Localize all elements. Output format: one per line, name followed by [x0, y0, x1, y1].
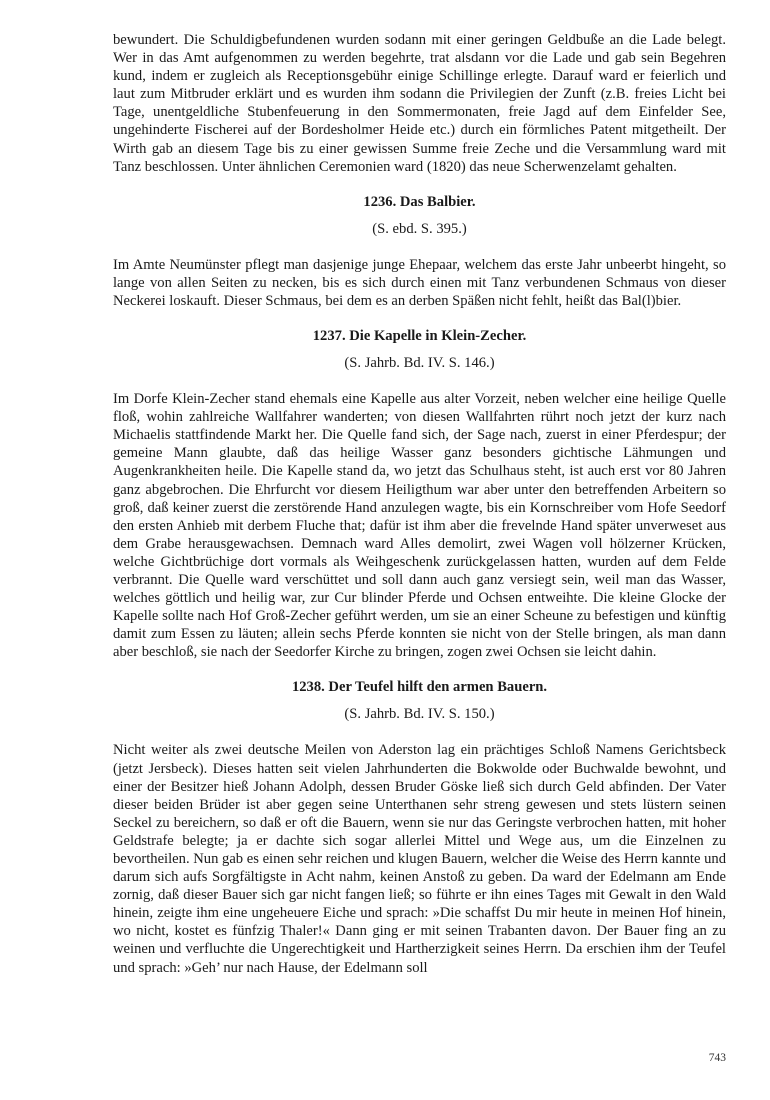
- section-source-1238: (S. Jahrb. Bd. IV. S. 150.): [344, 706, 495, 723]
- section-body-1237: Im Dorfe Klein-Zecher stand ehemals eine Kapelle aus alter Vorzeit, neben welcher eine heilige Quelle floß, wohin zahlreiche Wallfahrer wanderten; von diesen Wallfahrten rührt noch jetzt der kurz nach Michaelis stattfindende Markt her. Die Quelle fand sich, der Sage nach, zuerst in einer Pferdespur; der gemeine Mann glaubte, daß das heilige Wasser ganz besonders gichtische Lähmungen und Augenkrankheiten heile. Die Kapelle stand da, wo jetzt das Schulhaus steht, ist auch erst vor 80 Jahren ganz abgebrochen. Die Ehrfurcht vor diesem Heiligthum war aber unter den betreffenden Arbeitern so groß, daß keiner zuerst die zerstörende Hand anzulegen wagte, bis ein Kornschreiber vom Hofe Seedorf den ersten Anhieb mit derbem Fluche that; dafür ist ihm aber die frevelnde Hand später unverweset aus dem Grabe herausgewachsen. Demnach ward Alles demolirt, zwei Wagen voll hölzerner Krücken, welche Gichtbrüchige dort vormals als Weihgeschenk zurückgelassen hatten, wurden auf dem Felde verbrannt. Die Quelle ward verschüttet und soll dann auch ganz versiegt sein, weil man das Wasser, welches göttlich und heilig war, zur Cur blinder Pferde und Ochsen entweihte. Die kleine Glocke der Kapelle sollte nach Hof Groß-Zecher geführt werden, um sie an einer Scheune zu befestigen und künftig damit zum Essen zu läuten; allein sechs Pferde konnten sie nicht von der Stelle bringen, als man dann aber beschloß, sie nach der Seedorfer Kirche zu bringen, zogen zwei Ochsen sie leicht dahin.: [113, 391, 726, 661]
- section-source-1237: (S. Jahrb. Bd. IV. S. 146.): [344, 355, 495, 372]
- section-source-1236: (S. ebd. S. 395.): [372, 220, 467, 237]
- page-number: 743: [708, 1052, 726, 1064]
- intro-paragraph: bewundert. Die Schuldigbefundenen wurden sodann mit einer geringen Geldbuße an die Lade belegt. Wer in das Amt aufgenommen zu werden begehrte, trat alsdann vor die Lade und gab sein Begehren kund, indem er zugleich als Receptionsgebühr einige Schillinge erlegte. Darauf ward er feierlich und laut zum Mitbruder erklärt und es wurden ihm sodann die Privilegien der Zunft (z.B. freies Licht bei Tage, unentgeldliche Stubenfeuerung in den Sommermonaten, freie Jagd auf dem Einfelder See, ungehinderte Fischerei auf der Bordesholmer Heide etc.) durch ein förmliches Patent mitgetheilt. Der Wirth gab an diesem Tage bis zu einer gewissen Summe freie Zeche und die Versammlung ward mit Tanz beschlossen. Unter ähnlichen Ceremonien ward (1820) das neue Scherwenzelamt gehalten.: [113, 32, 726, 175]
- section-title-1236: 1236. Das Balbier.: [363, 193, 476, 210]
- section-body-1236: Im Amte Neumünster pflegt man dasjenige junge Ehepaar, welchem das erste Jahr unbeerbt hingeht, so lange von allen Seiten zu necken, bis es sich durch einen mit Tanz verbundenen Schmaus von dieser Neckerei loskauft. Dieser Schmaus, bei dem es an derben Späßen nicht fehlt, heißt das Bal(l)bier.: [113, 256, 726, 309]
- section-body-1238: Nicht weiter als zwei deutsche Meilen von Aderston lag ein prächtiges Schloß Namens Gerichtsbeck (jetzt Jersbeck). Dieses hatten seit vielen Jahrhunderten die Bokwolde oder Buchwalde bewohnt, und einer der Besitzer hieß Johann Adolph, dessen Bruder Göske ließ sich durch Geld abfinden. Der Vater dieser beiden Brüder ist aber gegen seine Unterthanen sehr streng gewesen und stets lüstern seinen Seckel zu bereichern, so daß er oft die Bauern, wenn sie nur das Geringste verbrochen hatten, mit hoher Geldstrafe belegte; ja er dachte sich sogar allerlei Mittel und Wege aus, um die Einzelnen zu bevortheilen. Nun gab es einen sehr reichen und klugen Bauern, welcher die Weise des Herrn kannte und darum sich aufs Sorgfältigste in Acht nahm, keinen Anstoß zu geben. Da ward der Edelmann am Ende zornig, daß dieser Bauer sich gar nicht fangen ließ; so führte er ihn eines Tages mit Gewalt in den Wald hinein, zeigte ihm eine ungeheuere Eiche und sprach: »Die schaffst Du mir heute in meinen Hof hinein, wo nicht, kostet es fünfzig Thaler!« Dann ging er mit seinen Trabanten davon. Der Bauer fing an zu weinen und verfluchte die Ungerechtigkeit und Hartherzigkeit seines Herrn. Da erschien ihm der Teufel und sprach: »Geh’ nur nach Hause, der Edelmann soll: [113, 742, 726, 976]
- section-title-1238: 1238. Der Teufel hilft den armen Bauern.: [291, 679, 548, 696]
- section-title-1237: 1237. Die Kapelle in Klein-Zecher.: [312, 328, 527, 345]
